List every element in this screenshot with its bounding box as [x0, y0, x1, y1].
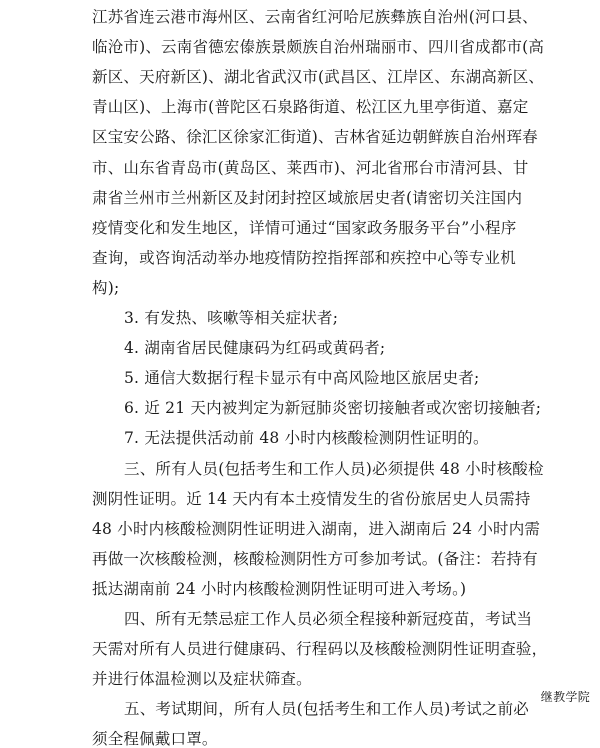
paragraph-line: 江苏省连云港市海州区、云南省红河哈尼族彝族自治州(河口县、: [92, 8, 538, 26]
section-5-line: 须全程佩戴口罩。: [92, 730, 218, 748]
section-5-line: 五、考试期间，所有人员(包括考生和工作人员)考试之前必: [124, 700, 529, 719]
section-3-line: 再做一次核酸检测，核酸检测阴性方可参加考试。(备注：若持有: [92, 549, 538, 568]
paragraph-line: 疫情变化和发生地区，详情可通过“国家政务服务平台”小程序: [92, 218, 517, 237]
paragraph-line: 查询，或咨询活动举办地疫情防控指挥部和疾控中心等专业机: [92, 248, 516, 267]
paragraph-line: 肃省兰州市兰州新区及封闭封控区域旅居史者(请密切关注国内: [92, 188, 523, 207]
section-3-line: 抵达湖南前 24 小时内核酸检测阴性证明可进入考场。): [92, 579, 467, 598]
paragraph-line: 构);: [92, 278, 120, 297]
section-4-line: 四、所有无禁忌症工作人员必须全程接种新冠疫苗，考试当: [124, 610, 533, 628]
section-3-line: 测阴性证明。近 14 天内有本土疫情发生的省份旅居史人员需持: [92, 489, 531, 508]
section-3-line: 三、所有人员(包括考生和工作人员)必须提供 48 小时核酸检: [124, 459, 544, 478]
list-item: 6. 近 21 天内被判定为新冠肺炎密切接触者或次密切接触者;: [124, 399, 542, 418]
list-item: 5. 通信大数据行程卡显示有中高风险地区旅居史者;: [124, 369, 480, 388]
paragraph-line: 市、山东省青岛市(黄岛区、莱西市)、河北省邢台市清河县、甘: [92, 158, 529, 177]
section-3-line: 48 小时内核酸检测阴性证明进入湖南，进入湖南后 24 小时内需: [92, 519, 541, 538]
paragraph-line: 新区、天府新区)、湖北省武汉市(武昌区、江岸区、东湖高新区、: [92, 68, 545, 87]
list-item: 4. 湖南省居民健康码为红码或黄码者;: [124, 339, 386, 358]
list-item: 7. 无法提供活动前 48 小时内核酸检测阴性证明的。: [124, 429, 489, 448]
list-item: 3. 有发热、咳嗽等相关症状者;: [124, 309, 339, 327]
paragraph-line: 青山区)、上海市(普陀区石泉路街道、松江区九里亭街道、嘉定: [92, 98, 529, 117]
watermark-label: 继教学院: [540, 690, 590, 704]
paragraph-line: 区宝安公路、徐汇区徐家汇街道)、吉林省延边朝鲜族自治州珲春: [92, 128, 538, 147]
paragraph-line: 临沧市)、云南省德宏傣族景颇族自治州瑞丽市、四川省成都市(高: [92, 38, 545, 57]
section-4-line: 并进行体温检测以及症状筛查。: [92, 670, 312, 689]
section-4-line: 天需对所有人员进行健康码、行程码以及核酸检测阴性证明查验，: [92, 640, 548, 659]
